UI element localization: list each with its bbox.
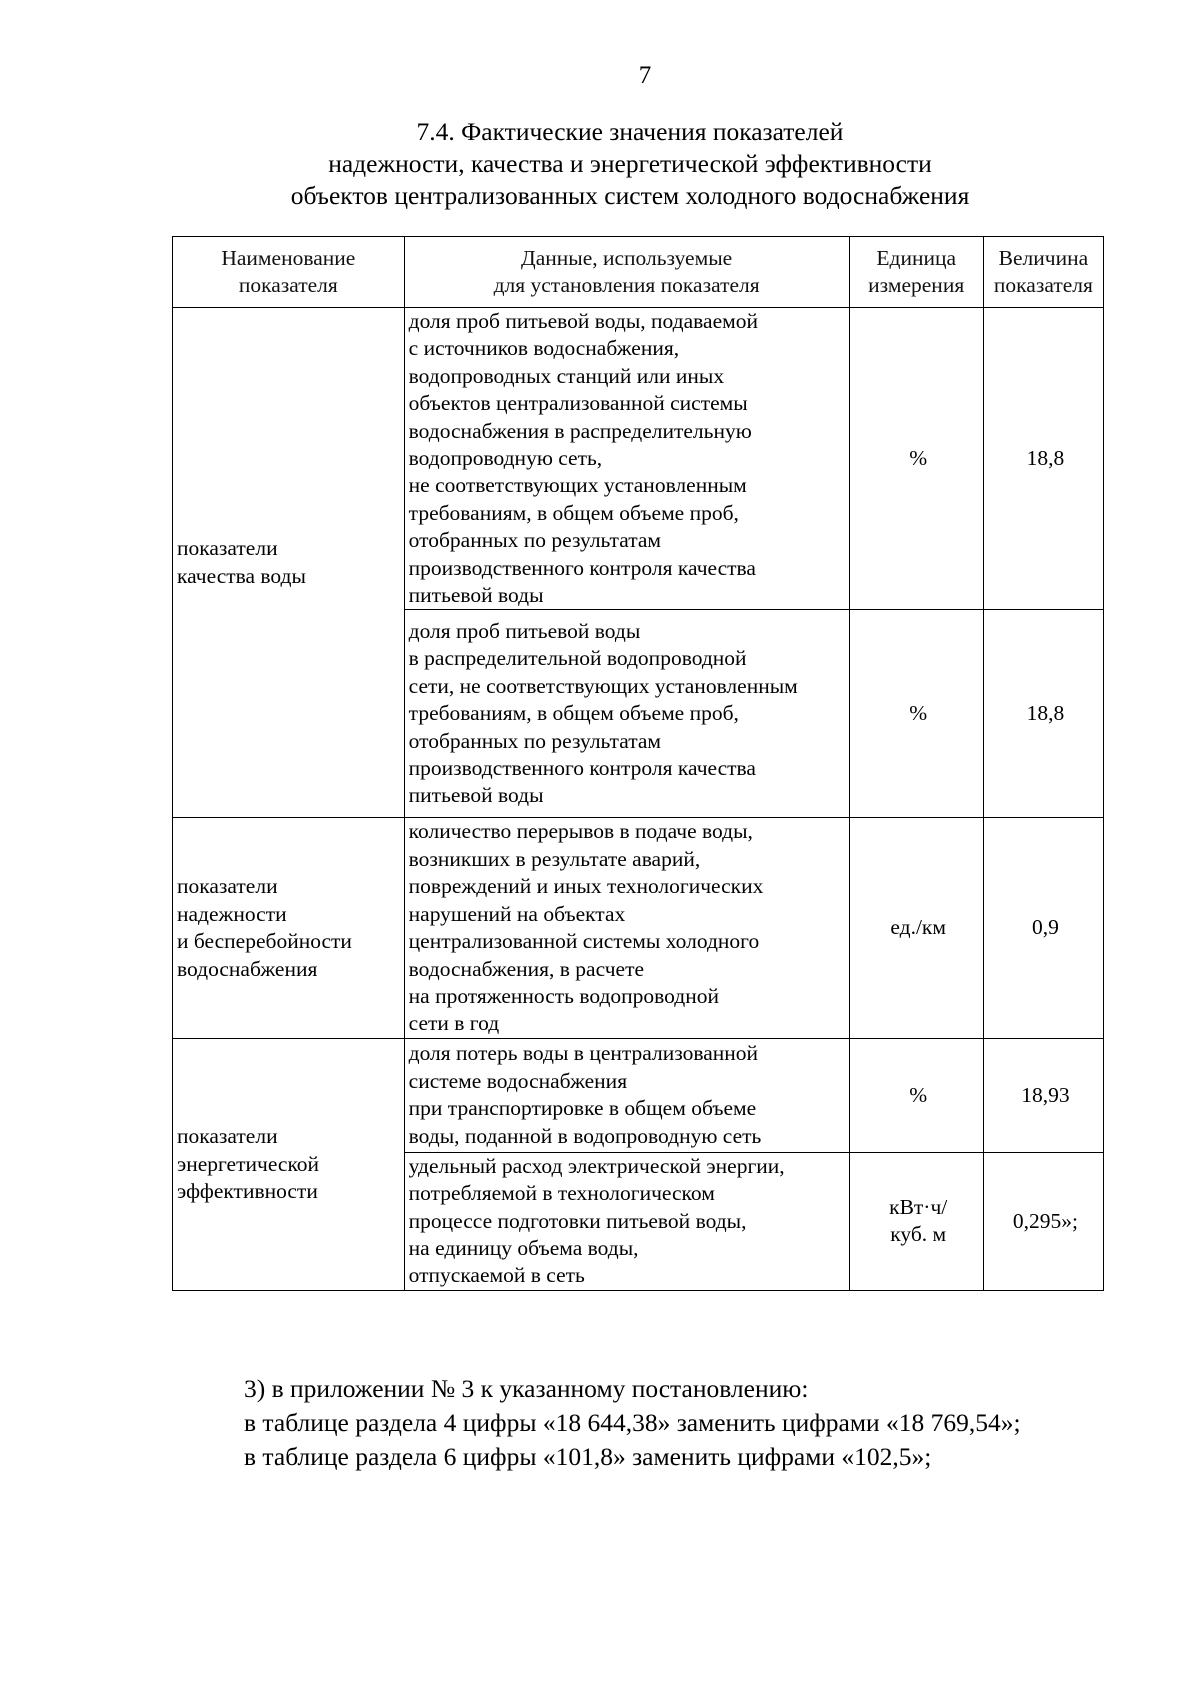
header-unit: Единица измерения bbox=[849, 237, 983, 308]
header-name: Наименование показателя bbox=[173, 237, 405, 308]
indicator-unit: % bbox=[849, 610, 983, 818]
indicator-name: показатели энергетической эффективности bbox=[173, 1038, 405, 1290]
section-title bbox=[240, 116, 1020, 212]
title-line: объектов централизованных систем холодного водоснабжения bbox=[290, 181, 970, 210]
indicator-value: 0,295»; bbox=[983, 1152, 1103, 1290]
indicator-data: доля проб питьевой воды, подаваемой с источников водоснабжения, водопроводных станций или иных объектов централизованной системы водоснабжения в распределительную водопроводную сеть, не соответствующих установленным требованиям, в общем объеме проб, отобранных по результатам производственного контроля качества питьевой воды bbox=[404, 308, 849, 610]
indicator-value: 18,8 bbox=[983, 308, 1103, 610]
amendment-line: в таблице раздела 6 цифры «101,8» заменить цифрами «102,5»; bbox=[244, 1442, 932, 1471]
indicator-value: 0,9 bbox=[983, 818, 1103, 1038]
title-line: 7.4. Фактические значения показателей bbox=[416, 117, 844, 146]
indicator-value: 18,8 bbox=[983, 610, 1103, 818]
indicators-table bbox=[172, 236, 1104, 1291]
table-row bbox=[173, 1038, 1104, 1152]
table-row bbox=[173, 308, 1104, 610]
title-line: надежности, качества и энергетической эффективности bbox=[328, 149, 932, 178]
page-number: 7 bbox=[638, 62, 652, 89]
table-header-row bbox=[173, 237, 1104, 308]
indicator-data: доля потерь воды в централизованной системе водоснабжения при транспортировке в общем объеме воды, поданной в водопроводную сеть bbox=[404, 1038, 849, 1152]
amendment-line: в таблице раздела 4 цифры «18 644,38» заменить цифрами «18 769,54»; bbox=[244, 1408, 1021, 1437]
indicator-unit: кВт·ч/ куб. м bbox=[849, 1152, 983, 1290]
indicator-data: доля проб питьевой воды в распределительной водопроводной сети, не соответствующих установленным требованиям, в общем объеме проб, отобранных по результатам производственного контроля качества питьевой воды bbox=[404, 610, 849, 818]
indicator-unit: ед./км bbox=[849, 818, 983, 1038]
amendment-text bbox=[244, 1372, 1021, 1474]
header-data: Данные, используемые для установления показателя bbox=[404, 237, 849, 308]
indicator-value: 18,93 bbox=[983, 1038, 1103, 1152]
header-value: Величина показателя bbox=[983, 237, 1103, 308]
indicator-data: количество перерывов в подаче воды, возникших в результате аварий, повреждений и иных технологических нарушений на объектах централизованной системы холодного водоснабжения, в расчете на протяженность водопроводной сети в год bbox=[404, 818, 849, 1038]
indicator-unit: % bbox=[849, 308, 983, 610]
indicator-name: показатели надежности и бесперебойности водоснабжения bbox=[173, 818, 405, 1038]
table-row bbox=[173, 818, 1104, 1038]
indicator-unit: % bbox=[849, 1038, 983, 1152]
amendment-line: 3) в приложении № 3 к указанному постановлению: bbox=[244, 1374, 809, 1403]
indicator-name: показатели качества воды bbox=[173, 308, 405, 818]
indicator-data: удельный расход электрической энергии, потребляемой в технологическом процессе подготовки питьевой воды, на единицу объема воды, отпускаемой в сеть bbox=[404, 1152, 849, 1290]
